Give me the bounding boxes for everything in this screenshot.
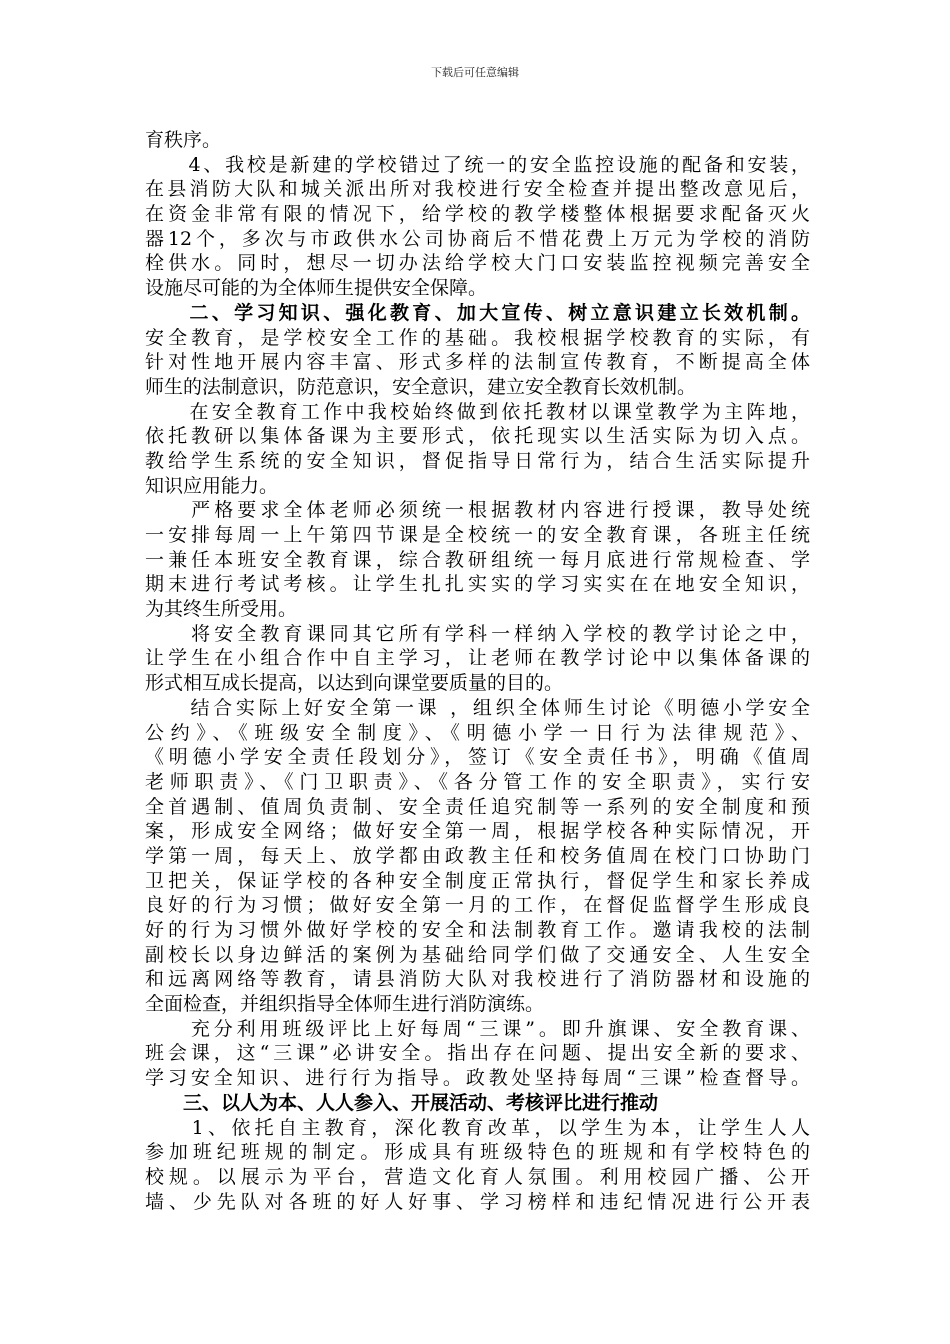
body-text-line: 校规。以展示为平台，营造文化育人氛围。利用校园广播、公开 xyxy=(145,1165,810,1188)
body-text-line: 师生的法制意识，防范意识，安全意识，建立安全教育长效机制。 xyxy=(145,375,697,398)
body-text-line: 全面检查，并组织指导全体师生进行消防演练。 xyxy=(145,993,545,1016)
body-text-line: 严格要求全体老师必须统一根据教材内容进行授课，教导处统 xyxy=(145,499,810,522)
body-text-line: 形式相互成长提高，以达到向课堂要质量的目的。 xyxy=(145,672,564,695)
body-text-line: 为其终生所受用。 xyxy=(145,598,298,621)
body-text-line: 教给学生系统的安全知识，督促指导日常行为，结合生活实际提升 xyxy=(145,449,810,472)
body-text-line: 充分利用班级评比上好每周“三课”。即升旗课、安全教育课、 xyxy=(145,1017,810,1040)
body-text-line: 班会课，这“三课”必讲安全。指出存在问题、提出安全新的要求、 xyxy=(145,1042,810,1065)
body-text-line: 知识应用能力。 xyxy=(145,474,279,497)
body-text-line: 《明德小学安全责任段划分》，签订《安全责任书》，明确《值周 xyxy=(145,746,810,769)
body-text-line: 在安全教育工作中我校始终做到依托教材以课堂教学为主阵地， xyxy=(145,400,810,423)
body-text-line: 良好的行为习惯；做好安全第一月的工作，在督促监督学生形成良 xyxy=(145,894,810,917)
body-text-line: 设施尽可能的为全体师生提供安全保障。 xyxy=(145,277,488,300)
body-text-line: 老师职责》、《门卫职责》、《各分管工作的安全职责》，实行安 xyxy=(145,770,810,793)
section-heading-line: 三、以人为本、人人参入、开展活动、考核评比进行推动 xyxy=(145,1091,659,1114)
body-text-line: 在县消防大队和城关派出所对我校进行安全检查并提出整改意见后， xyxy=(145,178,810,201)
body-text-line: 1、依托自主教育，深化教育改革，以学生为本，让学生人人 xyxy=(145,1116,810,1139)
body-text-line: 全首遇制、值周负责制、安全责任追究制等一系列的安全制度和预 xyxy=(145,795,810,818)
body-text-line: 育秩序。 xyxy=(145,129,222,151)
document-body xyxy=(145,128,810,1214)
body-text-line: 参加班纪班规的制定。形成具有班级特色的班规和有学校特色的 xyxy=(145,1141,810,1164)
body-text-line: 公约》、《班级安全制度》、《明德小学一日行为法律规范》、 xyxy=(145,721,810,744)
body-text-line: 让学生在小组合作中自主学习，让老师在教学讨论中以集体备课的 xyxy=(145,647,810,670)
body-text-line: 在资金非常有限的情况下，给学校的教学楼整体根据要求配备灭火 xyxy=(145,203,810,226)
body-text-line: 墙、少先队对各班的好人好事、学习榜样和违纪情况进行公开表 xyxy=(145,1190,810,1213)
body-text-line: 依托教研以集体备课为主要形式，依托现实以生活实际为切入点。 xyxy=(145,425,810,448)
body-text-line: 好的行为习惯外做好学校的安全和法制教育工作。邀请我校的法制 xyxy=(145,919,810,941)
body-text-line: 案，形成安全网络；做好安全第一周，根据学校各种实际情况，开 xyxy=(145,820,810,843)
body-text-line: 将安全教育课同其它所有学科一样纳入学校的教学讨论之中， xyxy=(145,622,810,645)
body-text-line: 器12个，多次与市政供水公司协商后不惜花费上万元为学校的消防 xyxy=(145,227,810,250)
body-text-line: 学习安全知识、进行行为指导。政教处坚持每周“三课”检查督导。 xyxy=(145,1067,810,1090)
body-text-line: 和远离网络等教育，请县消防大队对我校进行了消防器材和设施的 xyxy=(145,968,810,991)
body-text-line: 学第一周，每天上、放学都由政教主任和校务值周在校门口协助门 xyxy=(145,844,810,867)
body-text-line: 卫把关，保证学校的各种安全制度正常执行，督促学生和家长养成 xyxy=(145,869,810,892)
body-text-line: 栓供水。同时，想尽一切办法给学校大门口安装监控视频完善安全 xyxy=(145,252,810,275)
body-text-line: 期末进行考试考核。让学生扎扎实实的学习实实在在地安全知识， xyxy=(145,573,810,596)
body-text-line: 安全教育，是学校安全工作的基础。我校根据学校教育的实际，有 xyxy=(145,326,810,349)
body-text-line: 一安排每周一上午第四节课是全校统一的安全教育课，各班主任统 xyxy=(145,524,810,546)
body-text-line: 一兼任本班安全教育课，综合教研组统一每月底进行常规检查、学 xyxy=(145,548,810,571)
body-text-line: 结合实际上好安全第一课 ，组织全体师生讨论《明德小学安全 xyxy=(145,696,810,719)
body-text-line: 4、我校是新建的学校错过了统一的安全监控设施的配备和安装， xyxy=(145,153,810,176)
body-text-line: 针对性地开展内容丰富、形式多样的法制宣传教育，不断提高全体 xyxy=(145,351,810,374)
page-header: 下载后可任意编辑 xyxy=(431,66,519,79)
body-text-line: 副校长以身边鲜活的案例为基础给同学们做了交通安全、人生安全 xyxy=(145,943,810,966)
section-heading-line: 二、学习知识、强化教育、加大宣传、树立意识建立长效机制。 xyxy=(145,301,810,324)
